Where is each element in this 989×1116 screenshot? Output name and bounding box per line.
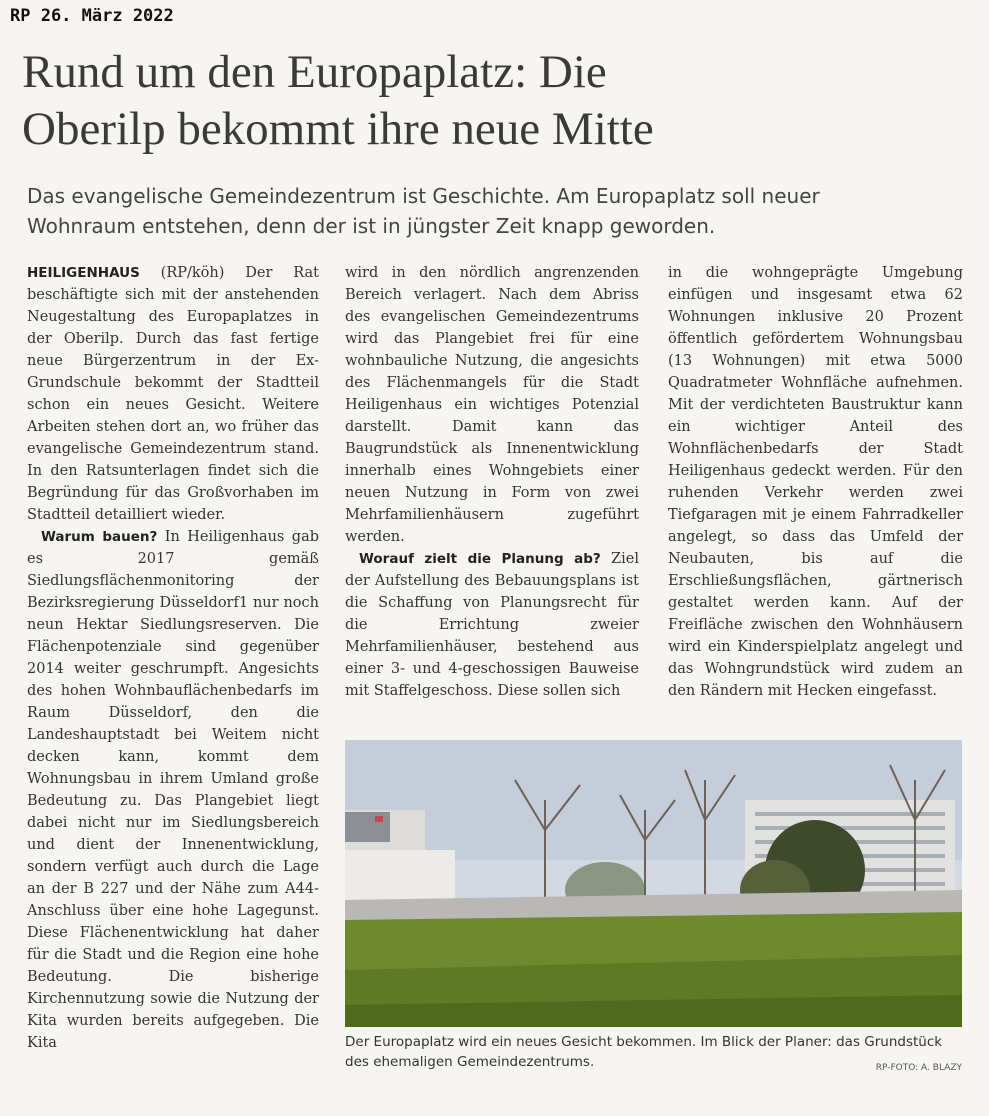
park-scene-illustration bbox=[345, 740, 962, 1027]
paragraph-text: Ziel der Aufstellung des Bebauungsplans ist die Schaffung von Planungsrecht für die Errichtung zweier Mehrfamilienhäuser, bestehend aus einer 3- und 4-geschossigen Bauweise mit Staffelgeschoss. Diese sollen sich bbox=[345, 551, 639, 699]
photo-credit: RP-FOTO: A. BLAZY bbox=[875, 1063, 962, 1073]
subheadline bbox=[27, 181, 967, 241]
article-photo bbox=[345, 740, 962, 1027]
subhead-line-2: Wohnraum entstehen, denn der ist in jüngster Zeit knapp geworden. bbox=[27, 214, 716, 238]
article-paragraph bbox=[345, 548, 639, 702]
headline-line-2: Oberilp bekommt ihre neue Mitte bbox=[22, 103, 654, 155]
article-paragraph bbox=[668, 262, 963, 702]
headline bbox=[22, 44, 972, 158]
location-kicker: HEILIGENHAUS bbox=[27, 265, 140, 281]
question-heading: Warum bauen? bbox=[41, 529, 158, 545]
article-column-2 bbox=[345, 262, 639, 702]
subhead-line-1: Das evangelische Gemeindezentrum ist Geschichte. Am Europaplatz soll neuer bbox=[27, 184, 820, 208]
paragraph-text: In Heiligenhaus gab es 2017 gemäß Siedlungsflächenmonitoring der Bezirksregierung Düsseldorf1 nur noch neun Hektar Siedlungsreserven. Die Flächenpotenziale sind gegenüber 2014 weiter geschrumpft. Angesichts des hohen Wohnbauflächenbedarfs im Raum Düsseldorf, den die Landeshauptstadt bei Weitem nicht decken kann, kommt dem Wohnungsbau in ihrem Umland große Bedeutung zu. Das Plangebiet liegt dabei nicht nur im Siedlungsbereich und dient der Innenentwicklung, sondern verfügt auch durch die Lage an der B 227 und der Nähe zum A44-Anschluss über eine hohe Lagegunst. Diese Flächenentwicklung hat daher für die Stadt und die Region eine hohe Bedeutung. Die bisherige Kirchennutzung sowie die Nutzung der Kita wurden bereits aufgegeben. Die Kita bbox=[27, 529, 319, 1051]
paragraph-text: wird in den nördlich angrenzenden Bereich verlagert. Nach dem Abriss des evangelischen Gemeindezentrums wird das Plangebiet frei für eine wohnbauliche Nutzung, die angesichts des Flächenmangels für die Stadt Heiligenhaus ein wichtiges Potenzial darstellt. Damit kann das Baugrundstück als Innenentwicklung innerhalb eines Wohngebiets einer neuen Nutzung in Form von zwei Mehrfamilienhäusern zugeführt werden. bbox=[345, 265, 639, 545]
headline-line-1: Rund um den Europaplatz: Die bbox=[22, 46, 607, 98]
paragraph-text: in die wohngeprägte Umgebung einfügen und insgesamt etwa 62 Wohnungen inklusive 20 Prozent öffentlich gefördertem Wohnungsbau (13 Wohnungen) mit etwa 5000 Quadratmeter Wohnfläche aufnehmen. Mit der verdichteten Baustruktur kann ein wichtiger Anteil des Wohnflächenbedarfs der Stadt Heiligenhaus gedeckt werden. Für den ruhenden Verkehr werden zwei Tiefgaragen mit je einem Fahrradkeller angelegt, so dass das Umfeld der Neubauten, bis auf die Erschließungsflächen, gärtnerisch gestaltet werden kann. Auf der Freifläche zwischen den Wohnhäusern wird ein Kinderspielplatz angelegt und das Wohngrundstück wird zudem an den Rändern mit Hecken eingefasst. bbox=[668, 265, 963, 699]
article-paragraph bbox=[345, 262, 639, 548]
article-paragraph bbox=[27, 262, 319, 526]
paragraph-text: (RP/köh) Der Rat beschäftigte sich mit der anstehenden Neugestaltung des Europaplatzes in der Oberilp. Durch das fast fertige neue Bürgerzentrum in der Ex-Grundschule bekommt der Stadtteil schon ein neues Gesicht. Weitere Arbeiten stehen dort an, wo früher das evangelische Gemeindezentrum stand. In den Ratsunterlagen findet sich die Begründung für das Großvorhaben im Stadtteil detailliert wieder. bbox=[27, 265, 319, 523]
article-column-1 bbox=[27, 262, 319, 1054]
dateline: RP 26. März 2022 bbox=[10, 6, 174, 26]
photo-caption: Der Europaplatz wird ein neues Gesicht bekommen. Im Blick der Planer: das Grundstück des ehemaligen Gemeindezentrums. bbox=[345, 1034, 943, 1070]
article-column-3 bbox=[668, 262, 963, 702]
question-heading: Worauf zielt die Planung ab? bbox=[359, 551, 601, 567]
article-paragraph bbox=[27, 526, 319, 1054]
